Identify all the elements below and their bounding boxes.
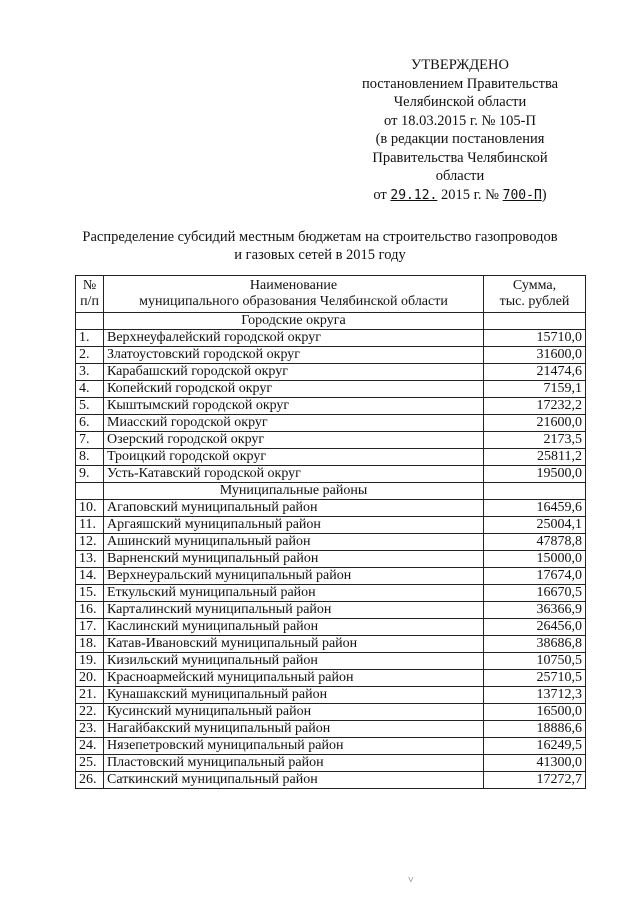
row-sum: 18886,6	[484, 721, 586, 738]
row-name: Кунашакский муниципальный район	[104, 687, 484, 704]
row-number: 6.	[76, 415, 104, 432]
row-number: 10.	[76, 500, 104, 517]
row-number: 13.	[76, 551, 104, 568]
table-row	[76, 364, 586, 381]
row-number: 4.	[76, 381, 104, 398]
row-number: 11.	[76, 517, 104, 534]
row-sum: 17674,0	[484, 568, 586, 585]
row-number: 23.	[76, 721, 104, 738]
row-number: 5.	[76, 398, 104, 415]
table-row	[76, 602, 586, 619]
row-sum: 17272,7	[484, 772, 586, 789]
table-row	[76, 636, 586, 653]
row-name: Миасский городской округ	[104, 415, 484, 432]
row-name: Златоустовский городской округ	[104, 347, 484, 364]
table-row	[76, 381, 586, 398]
row-sum: 31600,0	[484, 347, 586, 364]
row-sum: 2173,5	[484, 432, 586, 449]
row-name: Пластовский муниципальный район	[104, 755, 484, 772]
row-number: 7.	[76, 432, 104, 449]
row-number: 15.	[76, 585, 104, 602]
table-header-row	[76, 276, 586, 313]
table-row	[76, 670, 586, 687]
row-name: Карабашский городской округ	[104, 364, 484, 381]
row-name: Нязепетровский муниципальный район	[104, 738, 484, 755]
row-name: Кусинский муниципальный район	[104, 704, 484, 721]
document-title	[40, 228, 600, 264]
table-row	[76, 551, 586, 568]
row-name: Копейский городской округ	[104, 381, 484, 398]
title-line-1: Распределение субсидий местным бюджетам на строительство газопроводов	[82, 229, 558, 245]
approval-line-5: Правительства Челябинской	[372, 149, 548, 166]
row-number: 9.	[76, 466, 104, 483]
header-name-text: Наименование муниципального образования Челябинской области	[139, 278, 448, 309]
subsidy-table	[75, 275, 586, 789]
table-row	[76, 704, 586, 721]
row-name: Кизильский муниципальный район	[104, 653, 484, 670]
header-num	[76, 276, 104, 313]
row-name: Нагайбакский муниципальный район	[104, 721, 484, 738]
table-row	[76, 738, 586, 755]
row-sum: 21474,6	[484, 364, 586, 381]
row-name: Агаповский муниципальный район	[104, 500, 484, 517]
row-sum: 13712,3	[484, 687, 586, 704]
table-row	[76, 415, 586, 432]
approval-heading: УТВЕРЖДЕНО	[411, 57, 509, 73]
table-row	[76, 585, 586, 602]
row-number: 8.	[76, 449, 104, 466]
row-number: 16.	[76, 602, 104, 619]
table-row	[76, 755, 586, 772]
row-number: 21.	[76, 687, 104, 704]
row-number: 14.	[76, 568, 104, 585]
row-sum: 25710,5	[484, 670, 586, 687]
row-number: 18.	[76, 636, 104, 653]
row-sum: 16670,5	[484, 585, 586, 602]
row-sum: 16459,6	[484, 500, 586, 517]
approval-stamp	[340, 56, 580, 205]
approval-line-6: области	[435, 168, 485, 184]
row-name: Аргаяшский муниципальный район	[104, 517, 484, 534]
header-sum	[484, 276, 586, 313]
approval-line-2: Челябинской области	[393, 94, 527, 110]
footer-mark: ˅	[408, 875, 414, 886]
table-row	[76, 398, 586, 415]
number-suffix: )	[541, 186, 547, 203]
table-row	[76, 432, 586, 449]
row-number: 3.	[76, 364, 104, 381]
row-number: 2.	[76, 347, 104, 364]
row-name: Озерский городской округ	[104, 432, 484, 449]
row-sum: 25811,2	[484, 449, 586, 466]
row-name: Карталинский муниципальный район	[104, 602, 484, 619]
header-sum-text: Сумма, тыс. рублей	[499, 278, 570, 309]
row-name: Ашинский муниципальный район	[104, 534, 484, 551]
approval-line-1: постановлением Правительства	[361, 75, 559, 92]
section-row	[76, 483, 586, 500]
row-name: Каслинский муниципальный район	[104, 619, 484, 636]
row-sum: 36366,9	[484, 602, 586, 619]
row-number: 24.	[76, 738, 104, 755]
table-row	[76, 517, 586, 534]
table-row	[76, 772, 586, 789]
row-name: Красноармейский муниципальный район	[104, 670, 484, 687]
table-row	[76, 534, 586, 551]
row-number: 12.	[76, 534, 104, 551]
row-name: Катав-Ивановский муниципальный район	[104, 636, 484, 653]
date-prefix: от	[373, 186, 391, 203]
row-sum: 26456,0	[484, 619, 586, 636]
row-number: 1.	[76, 330, 104, 347]
row-number: 19.	[76, 653, 104, 670]
row-sum: 41300,0	[484, 755, 586, 772]
row-name: Кыштымский городской округ	[104, 398, 484, 415]
row-sum: 16249,5	[484, 738, 586, 755]
table-row	[76, 449, 586, 466]
row-sum: 21600,0	[484, 415, 586, 432]
row-sum: 10750,5	[484, 653, 586, 670]
approval-date-line	[340, 186, 580, 206]
row-name: Еткульский муниципальный район	[104, 585, 484, 602]
row-sum: 38686,8	[484, 636, 586, 653]
number-value: 700-П	[502, 187, 542, 203]
section-row	[76, 313, 586, 330]
table-row	[76, 687, 586, 704]
row-sum: 15000,0	[484, 551, 586, 568]
row-name: Троицкий городской округ	[104, 449, 484, 466]
approval-line-3: от 18.03.2015 г. № 105-П	[384, 112, 536, 129]
section-title: Муниципальные районы	[104, 483, 484, 500]
row-sum: 19500,0	[484, 466, 586, 483]
date-mid: 2015 г. №	[437, 186, 503, 203]
table-row	[76, 568, 586, 585]
table-row	[76, 466, 586, 483]
header-name	[104, 276, 484, 313]
date-value: 29.12.	[390, 187, 438, 203]
row-sum: 17232,2	[484, 398, 586, 415]
table-row	[76, 330, 586, 347]
row-number: 20.	[76, 670, 104, 687]
row-name: Верхнеуфалейский городской округ	[104, 330, 484, 347]
row-sum: 47878,8	[484, 534, 586, 551]
row-number: 26.	[76, 772, 104, 789]
row-number: 17.	[76, 619, 104, 636]
table-row	[76, 619, 586, 636]
table-row	[76, 347, 586, 364]
row-sum: 16500,0	[484, 704, 586, 721]
row-sum: 25004,1	[484, 517, 586, 534]
row-name: Саткинский муниципальный район	[104, 772, 484, 789]
approval-line-4: (в редакции постановления	[375, 131, 545, 147]
table-row	[76, 721, 586, 738]
title-line-2: и газовых сетей в 2015 году	[234, 247, 406, 263]
table-row	[76, 500, 586, 517]
row-sum: 15710,0	[484, 330, 586, 347]
table-body	[76, 313, 586, 789]
row-sum: 7159,1	[484, 381, 586, 398]
header-num-text: № п/п	[80, 278, 99, 309]
section-title: Городские округа	[104, 313, 484, 330]
table-row	[76, 653, 586, 670]
row-name: Варненский муниципальный район	[104, 551, 484, 568]
row-name: Усть-Катавский городской округ	[104, 466, 484, 483]
row-number: 22.	[76, 704, 104, 721]
row-name: Верхнеуральский муниципальный район	[104, 568, 484, 585]
row-number: 25.	[76, 755, 104, 772]
